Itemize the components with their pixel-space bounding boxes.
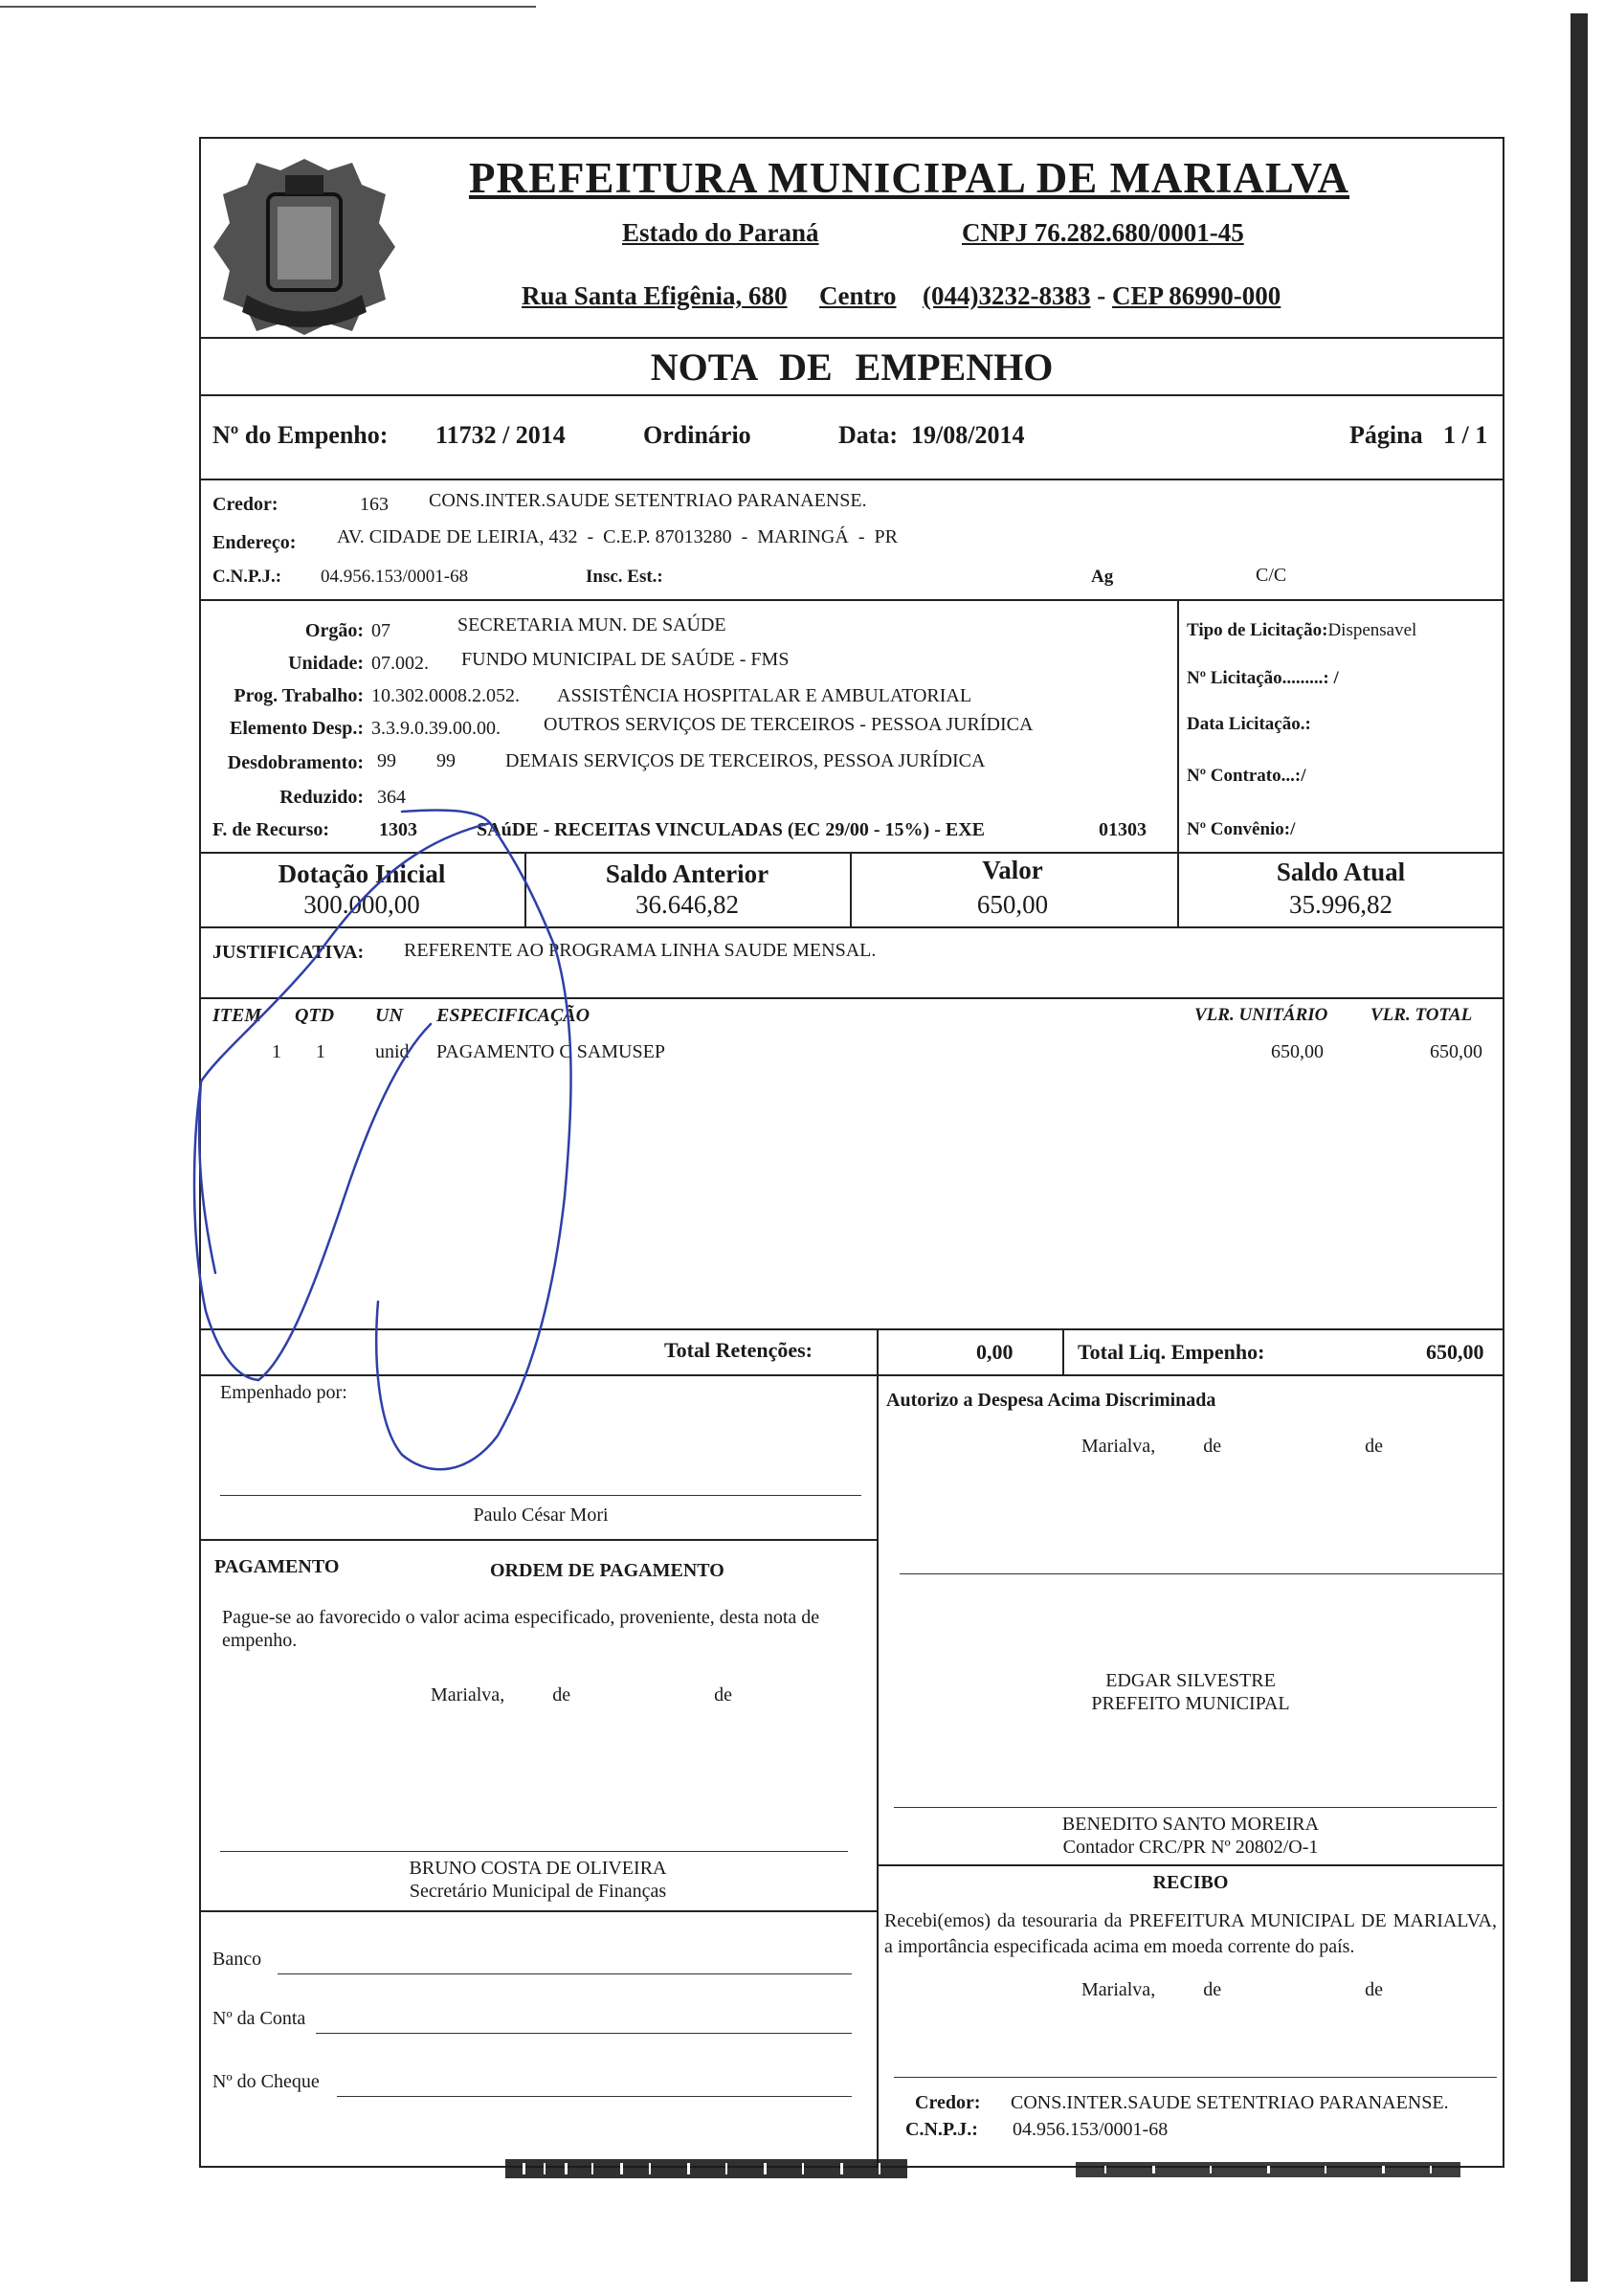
date-value: 19/08/2014 [911, 421, 1025, 449]
numero-licitacao-label: Nº Licitação.........: / [1187, 668, 1339, 688]
divider [199, 1910, 877, 1912]
col-especificacao: ESPECIFICAÇÃO [436, 1005, 590, 1026]
empenhado-label: Empenhado por: [220, 1382, 347, 1403]
desdobramento-a: 99 [377, 750, 396, 771]
banco-line [278, 1973, 852, 1974]
row-item: 1 [272, 1041, 281, 1062]
orgao-code: 07 [371, 620, 390, 641]
divider [199, 997, 1504, 999]
row-un: unid [375, 1041, 410, 1062]
elemento-label: Elemento Desp.: [230, 718, 364, 739]
autorizo-text: Autorizo a Despesa Acima Discriminada [886, 1390, 1216, 1411]
credor-label: Credor: [212, 494, 278, 515]
pagamento-date: Marialva, de de [431, 1684, 732, 1705]
conta-line [316, 2033, 852, 2034]
doc-title: NOTA DE EMPENHO [650, 346, 1054, 389]
header-cep: CEP 86990-000 [1112, 281, 1281, 310]
prefeito-title: PREFEITO MUNICIPAL [1091, 1693, 1290, 1714]
recurso-code: 1303 [379, 819, 417, 840]
convenio-label: Nº Convênio:/ [1187, 819, 1296, 839]
cnpj-value: 04.956.153/0001-68 [321, 567, 469, 587]
endereco-label: Endereço: [212, 532, 297, 553]
contador-block [877, 1813, 1504, 1859]
divider [199, 337, 1504, 339]
page-value: 1 / 1 [1443, 421, 1488, 449]
dotacao-label: Dotação Inicial [278, 859, 446, 888]
col-vlr-total: VLR. TOTAL [1370, 1005, 1473, 1025]
conta-label: Nº da Conta [212, 2008, 306, 2029]
prefeito-signature-line [900, 1573, 1503, 1574]
desdobramento-name: DEMAIS SERVIÇOS DE TERCEIROS, PESSOA JURÍDICA [505, 750, 986, 771]
divider [199, 852, 1504, 854]
orgao-label: Orgão: [304, 620, 364, 641]
col-vlr-unitario: VLR. UNITÁRIO [1194, 1005, 1328, 1025]
saldo-anterior-label: Saldo Anterior [605, 859, 769, 888]
prefeito-block [877, 1669, 1504, 1715]
barcode-strip-left [505, 2157, 907, 2182]
prog-name: ASSISTÊNCIA HOSPITALAR E AMBULATORIAL [557, 685, 972, 706]
autorizo-date: Marialva, de de [1081, 1436, 1383, 1457]
divider [199, 1328, 1504, 1330]
empenho-number: 11732 / 2014 [435, 421, 566, 449]
pagamento-label: PAGAMENTO [214, 1556, 340, 1577]
divider [199, 1374, 1504, 1376]
tipo-licitacao-value: Dispensavel [1327, 620, 1417, 640]
dotacao-value: 300.000,00 [303, 890, 420, 919]
cheque-line [337, 2096, 852, 2097]
retencoes-value: 0,00 [976, 1340, 1014, 1364]
coat-of-arms-emblem [209, 151, 400, 343]
elemento-code: 3.3.9.0.39.00.00. [371, 718, 501, 739]
justificativa-label: JUSTIFICATIVA: [212, 942, 365, 963]
divider [199, 599, 1504, 601]
barcode-strip-right [1076, 2159, 1460, 2182]
header-phone: (044)3232-8383 [923, 281, 1091, 310]
recibo-credor-label: Credor: [915, 2092, 981, 2113]
recibo-text: Recebi(emos) da tesouraria da PREFEITURA MUNICIPAL DE MARIALVA, a importância especificada acima em moeda corrente do país. [884, 1910, 1497, 1957]
retencoes-label: Total Retenções: [664, 1338, 813, 1362]
recibo-date: Marialva, de de [1081, 1979, 1383, 2000]
secretario-name: BRUNO COSTA DE OLIVEIRA [409, 1858, 667, 1879]
data-licitacao-label: Data Licitação.: [1187, 714, 1311, 734]
pague-text: Pague-se ao favorecido o valor acima especificado, proveniente, desta nota de empenho. [222, 1607, 820, 1651]
header-title: PREFEITURA MUNICIPAL DE MARIALVA [468, 154, 1350, 202]
desdobramento-label: Desdobramento: [227, 752, 364, 773]
col-item: ITEM [212, 1005, 262, 1026]
divider [877, 1864, 1504, 1866]
contador-signature-line [894, 1807, 1497, 1808]
liq-value: 650,00 [1426, 1340, 1484, 1364]
row-total: 650,00 [1430, 1041, 1482, 1062]
cnpj-label: C.N.P.J.: [212, 567, 282, 587]
divider [199, 1539, 877, 1541]
empenhado-name: Paulo César Mori [473, 1505, 609, 1526]
page-label: Página [1349, 421, 1423, 449]
contador-name: BENEDITO SANTO MOREIRA [1061, 1814, 1320, 1835]
desdobramento-b: 99 [436, 750, 456, 771]
unidade-label: Unidade: [288, 653, 364, 674]
contador-title: Contador CRC/PR Nº 20802/O-1 [1062, 1837, 1319, 1858]
unidade-name: FUNDO MUNICIPAL DE SAÚDE - FMS [461, 649, 790, 670]
recurso-extra: 01303 [1099, 819, 1147, 840]
divider [877, 1374, 879, 2168]
contrato-label: Nº Contrato...:/ [1187, 766, 1306, 786]
header-address [522, 281, 1281, 311]
prog-code: 10.302.0008.2.052. [371, 685, 520, 706]
header-state: Estado do Paraná [622, 218, 819, 247]
unidade-code: 07.002. [371, 653, 429, 674]
account-label: C/C [1256, 565, 1287, 586]
secretario-title: Secretário Municipal de Finanças [409, 1881, 667, 1902]
header-street: Rua Santa Efigênia, 680 [522, 281, 788, 310]
recurso-label: F. de Recurso: [212, 819, 330, 840]
divider [199, 479, 1504, 480]
empenho-type: Ordinário [643, 421, 751, 449]
recibo-signature-line [894, 2077, 1497, 2078]
tipo-licitacao [1187, 620, 1416, 641]
tipo-licitacao-label: Tipo de Licitação: [1187, 620, 1328, 640]
divider [877, 1328, 879, 1374]
row-desc: PAGAMENTO C SAMUSEP [436, 1041, 665, 1062]
col-qtd: QTD [295, 1005, 335, 1026]
divider [199, 394, 1504, 396]
prefeito-name: EDGAR SILVESTRE [1105, 1670, 1276, 1691]
agency-label: Ag [1091, 567, 1114, 587]
scan-edge-bar [1571, 13, 1588, 2282]
valor-value: 650,00 [976, 890, 1049, 919]
credor-name: CONS.INTER.SAUDE SETENTRIAO PARANAENSE. [429, 490, 867, 511]
recibo-label: RECIBO [1152, 1872, 1229, 1893]
banco-label: Banco [212, 1949, 262, 1970]
recibo-cnpj-value: 04.956.153/0001-68 [1013, 2119, 1169, 2140]
ordem-label: ORDEM DE PAGAMENTO [490, 1560, 724, 1581]
scan-edge-line [0, 6, 536, 8]
recurso-name: SAúDE - RECEITAS VINCULADAS (EC 29/00 - 15%) - EXE [477, 819, 985, 840]
divider [199, 926, 1504, 928]
date-label: Data: [838, 421, 899, 449]
secretario-signature-line [220, 1851, 848, 1852]
recibo-cnpj-label: C.N.P.J.: [905, 2119, 978, 2140]
cheque-label: Nº do Cheque [212, 2071, 320, 2092]
valor-label: Valor [982, 856, 1043, 884]
header-cnpj: CNPJ 76.282.680/0001-45 [962, 218, 1244, 247]
saldo-atual-value: 35.996,82 [1289, 890, 1392, 919]
endereco-value: AV. CIDADE DE LEIRIA, 432 - C.E.P. 87013280 - MARINGÁ - PR [337, 526, 898, 547]
divider [1177, 599, 1179, 852]
row-qtd: 1 [316, 1041, 325, 1062]
justificativa-value: REFERENTE AO PROGRAMA LINHA SAUDE MENSAL. [404, 940, 877, 961]
insc-est-label: Insc. Est.: [586, 567, 663, 587]
header-separator: - [1097, 281, 1106, 310]
col-un: UN [375, 1005, 403, 1026]
orgao-name: SECRETARIA MUN. DE SAÚDE [457, 614, 726, 635]
empenhado-signature-line [220, 1495, 861, 1496]
saldo-anterior-value: 36.646,82 [635, 890, 739, 919]
empenho-label: Nº do Empenho: [212, 421, 389, 449]
secretario-block [199, 1857, 877, 1903]
row-unit: 650,00 [1271, 1041, 1324, 1062]
reduzido-value: 364 [377, 787, 406, 808]
prog-label: Prog. Trabalho: [234, 685, 364, 706]
reduzido-label: Reduzido: [279, 787, 364, 808]
divider [1062, 1328, 1064, 1374]
elemento-name: OUTROS SERVIÇOS DE TERCEIROS - PESSOA JURÍDICA [544, 714, 1034, 735]
liq-label: Total Liq. Empenho: [1078, 1340, 1265, 1364]
recibo-credor-value: CONS.INTER.SAUDE SETENTRIAO PARANAENSE. [1011, 2092, 1449, 2113]
header-district: Centro [819, 281, 897, 310]
credor-code: 163 [360, 494, 389, 515]
saldo-atual-label: Saldo Atual [1276, 858, 1406, 886]
